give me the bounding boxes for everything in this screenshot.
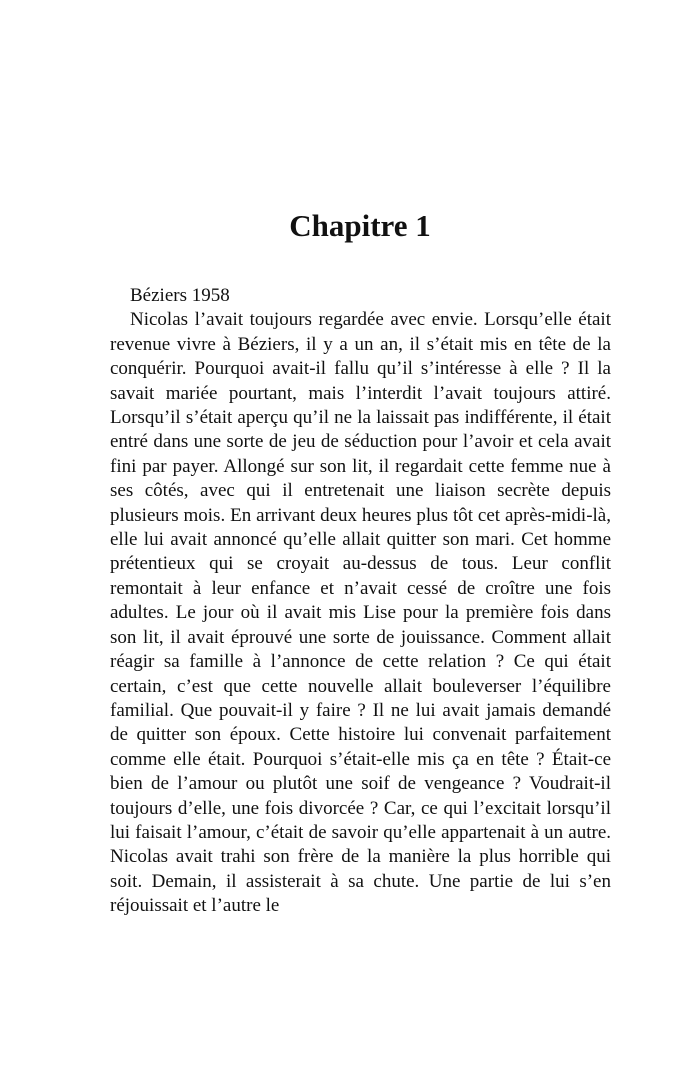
- chapter-body: [110, 284, 611, 919]
- dateline: Béziers 1958: [130, 285, 230, 306]
- body-paragraph: Nicolas l’avait toujours regardée avec envie. Lorsqu’elle était revenue vivre à Béziers, il y a un an, il s’était mis en tête de la conquérir. Pourquoi avait-il fallu qu’il s’intéresse à elle ? Il la savait mariée pourtant, mais l’interdit l’avait toujours attiré. Lorsqu’il s’était aperçu qu’il ne la laissait pas indifférente, il était entré dans une sorte de jeu de séduction pour l’avoir et cela avait fini par payer. Allongé sur son lit, il regardait cette femme nue à ses côtés, avec qui il entretenait une liaison secrète depuis plusieurs mois. En arrivant deux heures plus tôt cet après-midi-là, elle lui avait annoncé qu’elle allait quitter son mari. Cet homme prétentieux qui se croyait au-dessus de tous. Leur conflit remontait à leur enfance et n’avait cessé de croître une fois adultes. Le jour où il avait mis Lise pour la première fois dans son lit, il avait éprouvé une sorte de jouissance. Comment allait réagir sa famille à l’annonce de cette relation ? Ce qui était certain, c’est que cette nouvelle allait bouleverser l’équilibre familial. Que pouvait-il y faire ? Il ne lui avait jamais demandé de quitter son époux. Cette histoire lui convenait parfaitement comme elle était. Pourquoi s’était-elle mis ça en tête ? Était-ce bien de l’amour ou plutôt une soif de vengeance ? Voudrait-il toujours d’elle, une fois divorcée ? Car, ce qui l’excitait lorsqu’il lui faisait l’amour, c’était de savoir qu’elle appartenait à un autre. Nicolas avait trahi son frère de la manière la plus horrible qui soit. Demain, il assisterait à sa chute. Une partie de lui s’en réjouissait et l’autre le: [110, 309, 611, 917]
- chapter-title: Chapitre 1: [289, 208, 431, 243]
